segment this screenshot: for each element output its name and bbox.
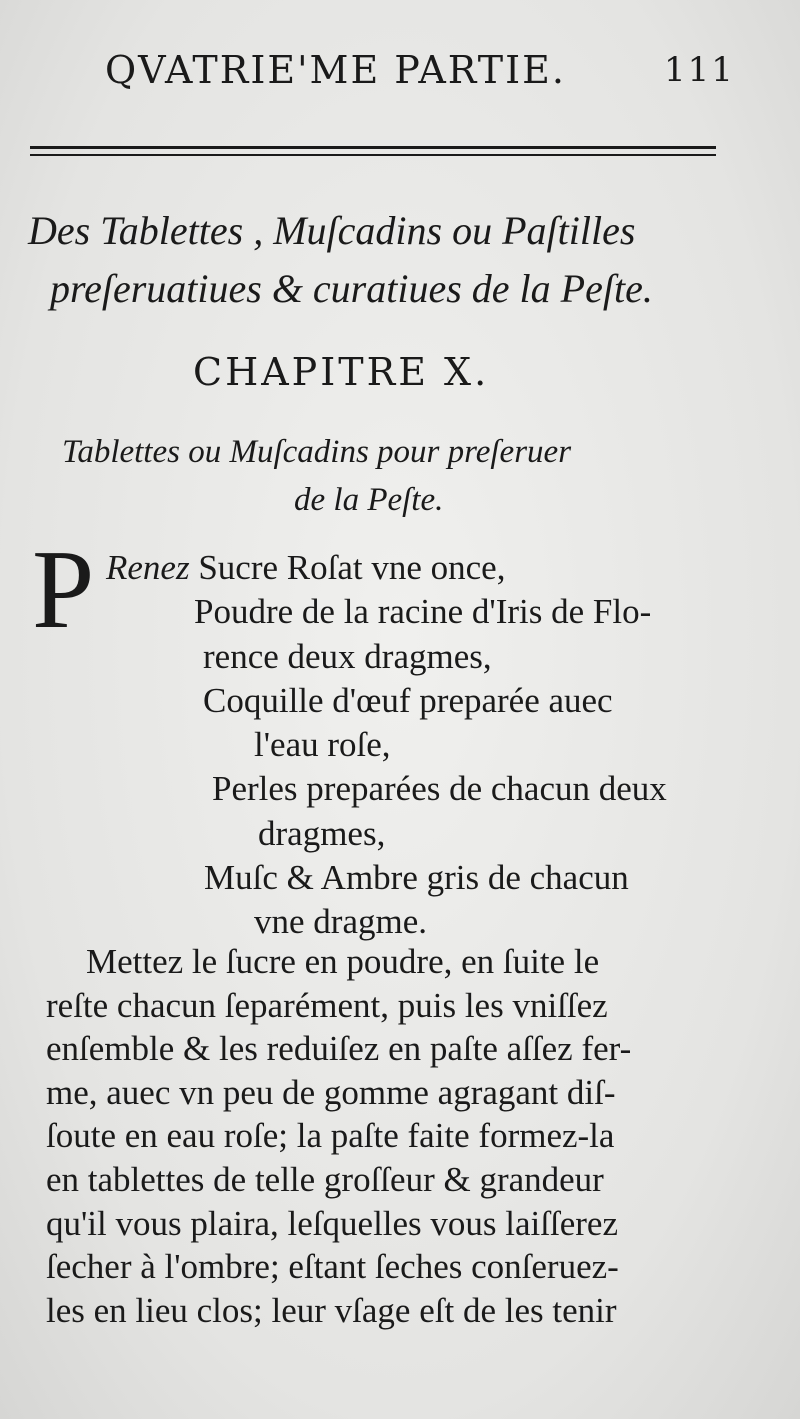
ingredient-line: Poudre de la racine d'Iris de Flo- [194, 592, 652, 632]
text-line: ſoute en eau roſe; la paſte faite formez-la [46, 1116, 615, 1156]
chapter-heading: CHAPITRE X. [193, 350, 490, 394]
recipe-ingredients [106, 546, 746, 945]
lead-word: Renez [106, 548, 190, 587]
running-head: QVATRIE'ME PARTIE. [105, 48, 566, 92]
ingredient-line: vne dragme. [254, 902, 427, 942]
recipe-title-line-1: Tablettes ou Muſcadins pour preſeruer [62, 434, 572, 470]
ingredient-line: Muſc & Ambre gris de chacun [204, 858, 629, 898]
section-title [28, 202, 728, 318]
header-rule-secondary [30, 154, 716, 156]
text-line: en tablettes de telle groſſeur & grandeur [46, 1159, 604, 1199]
ingredient-line: Coquille d'œuf preparée auec [203, 680, 613, 720]
ingredient-line: Perles preparées de chacun deux [212, 769, 667, 809]
body-paragraph [46, 940, 758, 1332]
text-line: enſemble & les reduiſez en paſte aſſez fer- [46, 1029, 632, 1069]
ingredient-line: Renez Sucre Roſat vne once, [106, 548, 506, 587]
text-line: Mettez le ſucre en poudre, en ſuite le [86, 942, 600, 981]
ingredient-line: rence deux dragmes, [203, 636, 492, 676]
text-line: qu'il vous plaira, leſquelles vous laiſſerez [46, 1203, 618, 1243]
text-line: ſecher à l'ombre; eſtant ſeches conſeruez- [46, 1247, 619, 1287]
drop-cap: P [32, 528, 95, 652]
ingredient-line: dragmes, [258, 813, 386, 853]
recipe-title-line-2: de la Peſte. [294, 482, 444, 518]
recipe-title [62, 428, 722, 524]
text-line: les en lieu clos; leur vſage eſt de les tenir [46, 1290, 617, 1330]
header-rule [30, 146, 716, 149]
ingredient-line: l'eau roſe, [254, 725, 391, 765]
section-title-line-2: preſeruatiues & curatiues de la Peſte. [50, 266, 653, 311]
section-title-line-1: Des Tablettes , Muſcadins ou Paſtilles [28, 208, 636, 253]
text-line: reſte chacun ſeparément, puis les vniſſez [46, 985, 608, 1025]
text-line: me, auec vn peu de gomme agragant diſ- [46, 1072, 616, 1112]
page-number: 111 [664, 50, 735, 90]
